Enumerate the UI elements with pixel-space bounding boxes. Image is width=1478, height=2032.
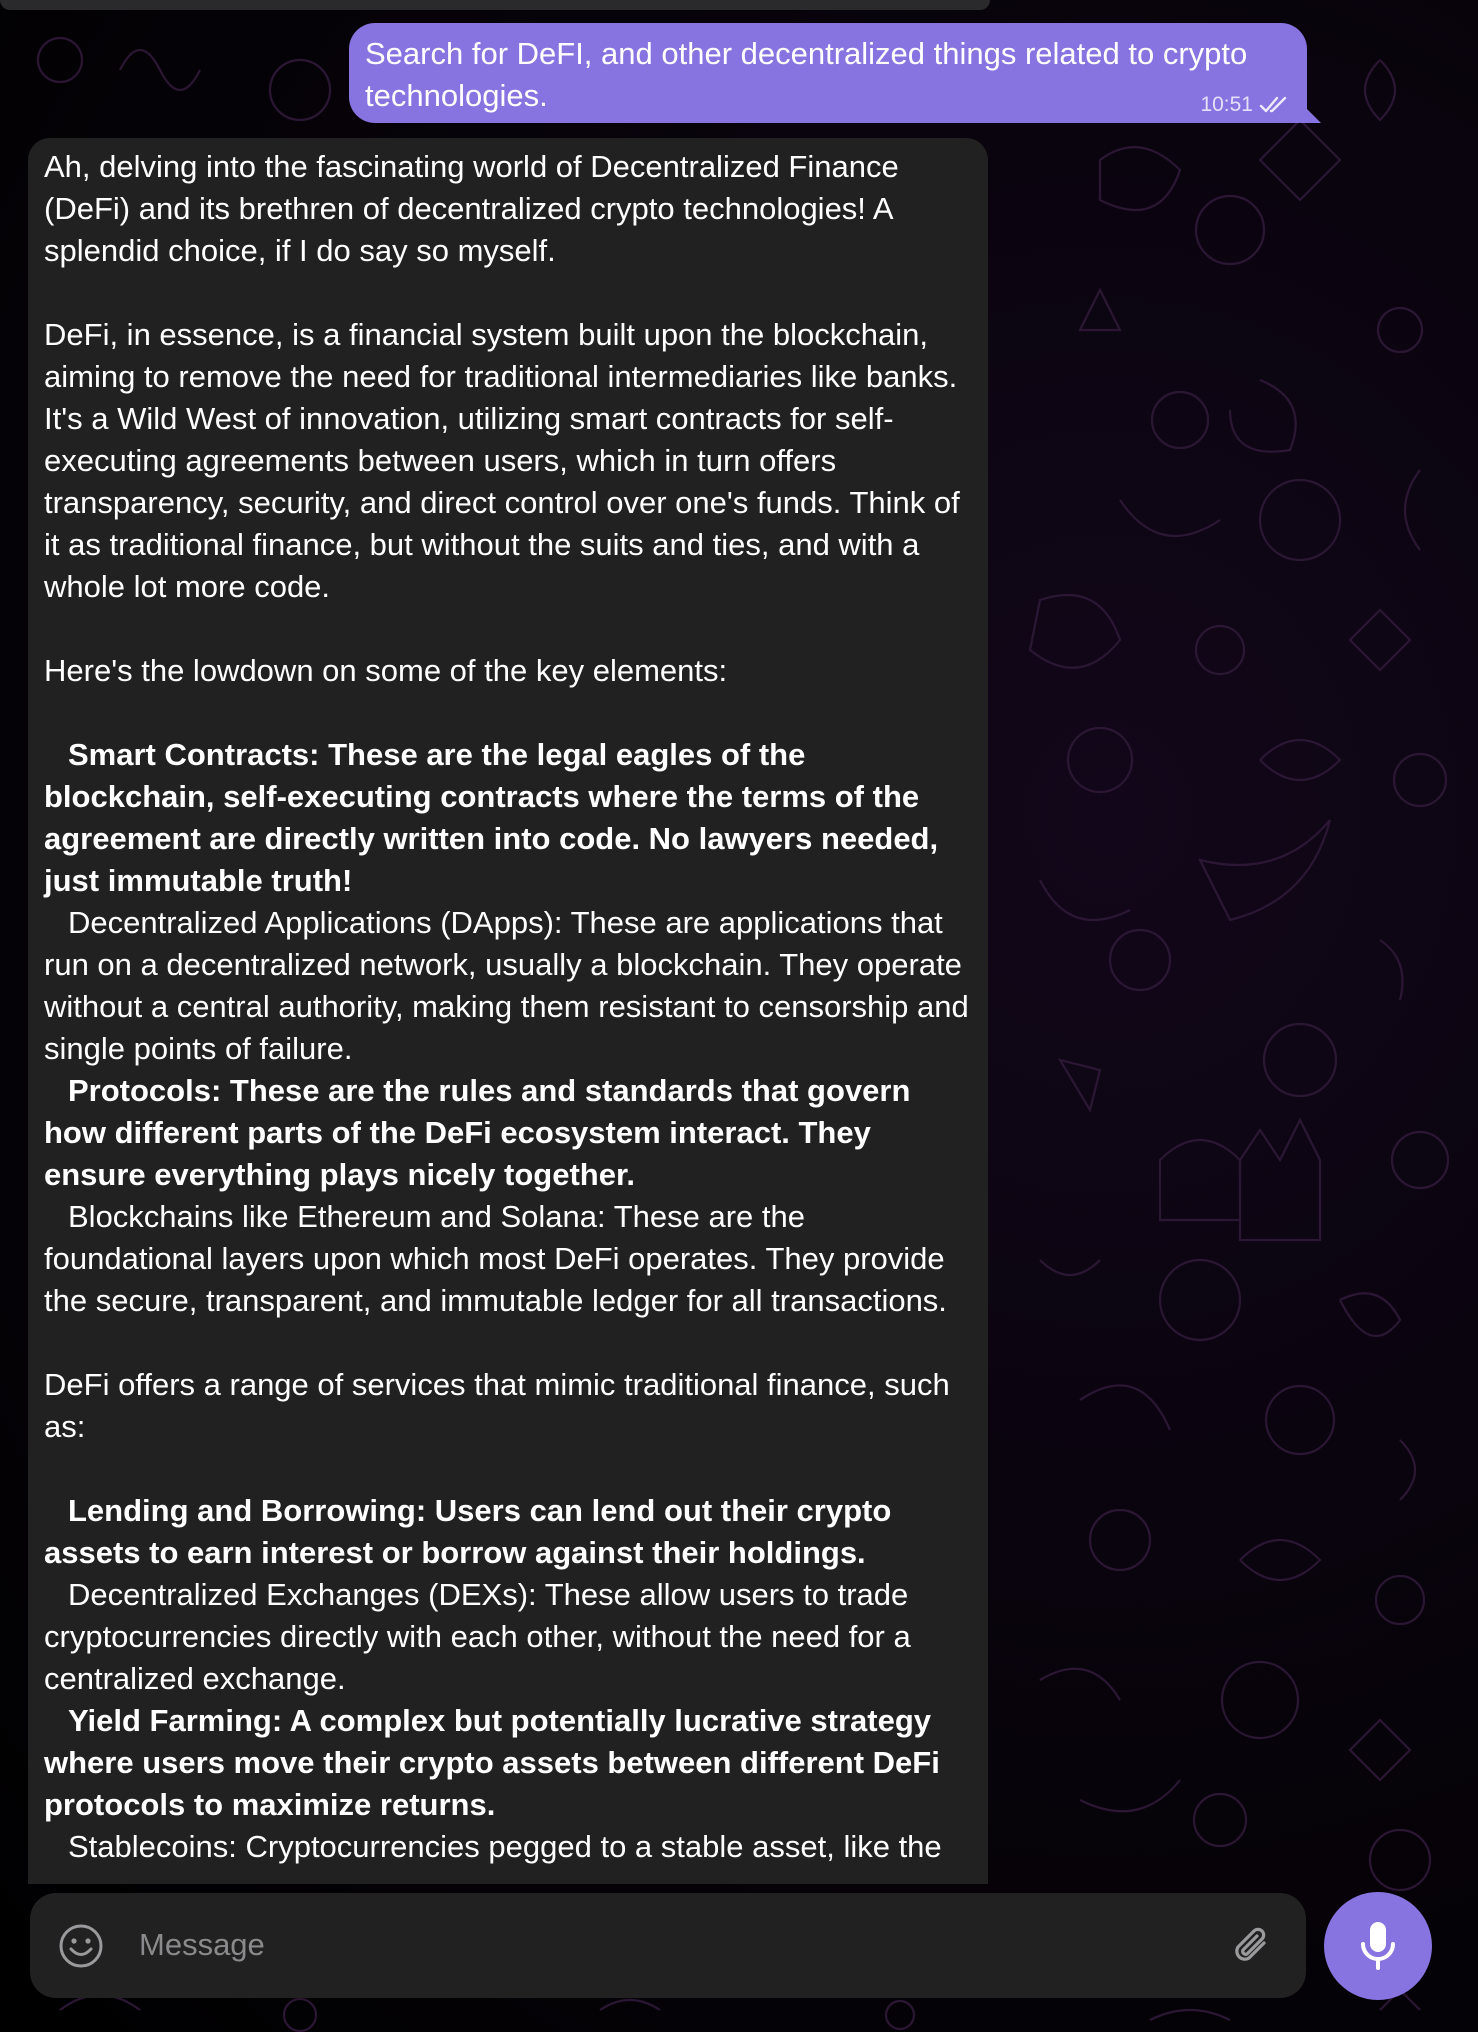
paragraph-spacer [44, 608, 974, 650]
list-item-text: Decentralized Exchanges (DEXs): These allow users to trade cryptocurrencies directly with each other, without the need for a centralized exchange. [44, 1577, 911, 1696]
list-item [44, 1196, 974, 1322]
message-input[interactable]: Message [139, 1927, 265, 1962]
bubble-tail [1301, 103, 1321, 123]
list-item-text: Decentralized Applications (DApps): These are applications that run on a decentralized network, usually a blockchain. They operate without a central authority, making them resistant to censorship and single points of failure. [44, 905, 969, 1066]
message-paragraph: DeFi offers a range of services that mimic traditional finance, such as: [44, 1367, 950, 1444]
list-item-text: Stablecoins: Cryptocurrencies pegged to a stable asset, like the [68, 1829, 942, 1864]
list-item-text: Smart Contracts: These are the legal eagles of the blockchain, self-executing contracts where the terms of the agreement are directly written into code. No lawyers needed, just immutable truth! [44, 737, 939, 898]
list-item [44, 1490, 974, 1574]
message-composer[interactable] [30, 1893, 1306, 1998]
double-check-icon [1259, 95, 1291, 115]
list-item [44, 1574, 974, 1700]
message-time: 10:51 [1200, 93, 1253, 116]
message-meta [1200, 93, 1291, 117]
paragraph-spacer [44, 692, 974, 734]
message-paragraph: DeFi, in essence, is a financial system built upon the blockchain, aiming to remove the need for traditional intermediaries like banks. It's a Wild West of innovation, utilizing smart contracts for self-executing agreements between users, which in turn offers transparency, security, and direct control over one's funds. Think of it as traditional finance, but without the suits and ties, and with a whole lot more code. [44, 317, 960, 604]
message-paragraph: Ah, delving into the fascinating world of Decentralized Finance (DeFi) and its brethren of decentralized crypto technologies! A splendid choice, if I do say so myself. [44, 149, 899, 268]
paragraph-spacer [44, 1448, 974, 1490]
paragraph-spacer [44, 272, 974, 314]
voice-record-button[interactable] [1324, 1892, 1432, 2000]
outgoing-message-text: Search for DeFI, and other decentralized things related to crypto technologies. [365, 36, 1248, 113]
incoming-message-bubble[interactable] [28, 138, 988, 1884]
list-item-text: Blockchains like Ethereum and Solana: These are the foundational layers upon which most DeFi operates. They provide the secure, transparent, and immutable ledger for all transactions. [44, 1199, 947, 1318]
outgoing-message-bubble[interactable] [349, 23, 1307, 123]
list-item [44, 1826, 974, 1868]
paragraph-spacer [44, 1322, 974, 1364]
list-item-text: Protocols: These are the rules and standards that govern how different parts of the DeFi ecosystem interact. They ensure everything plays nicely together. [44, 1073, 911, 1192]
message-paragraph: Here's the lowdown on some of the key elements: [44, 653, 728, 688]
paperclip-icon[interactable] [1230, 1923, 1274, 1969]
previous-message-edge [0, 0, 990, 10]
list-item [44, 1070, 974, 1196]
list-item [44, 1700, 974, 1826]
list-item-text: Lending and Borrowing: Users can lend out their crypto assets to earn interest or borrow against their holdings. [44, 1493, 892, 1570]
list-item-text: Yield Farming: A complex but potentially lucrative strategy where users move their crypto assets between different DeFi protocols to maximize returns. [44, 1703, 940, 1822]
list-item [44, 734, 974, 902]
microphone-icon [1358, 1920, 1398, 1972]
list-item [44, 902, 974, 1070]
smiley-icon[interactable] [58, 1923, 104, 1969]
